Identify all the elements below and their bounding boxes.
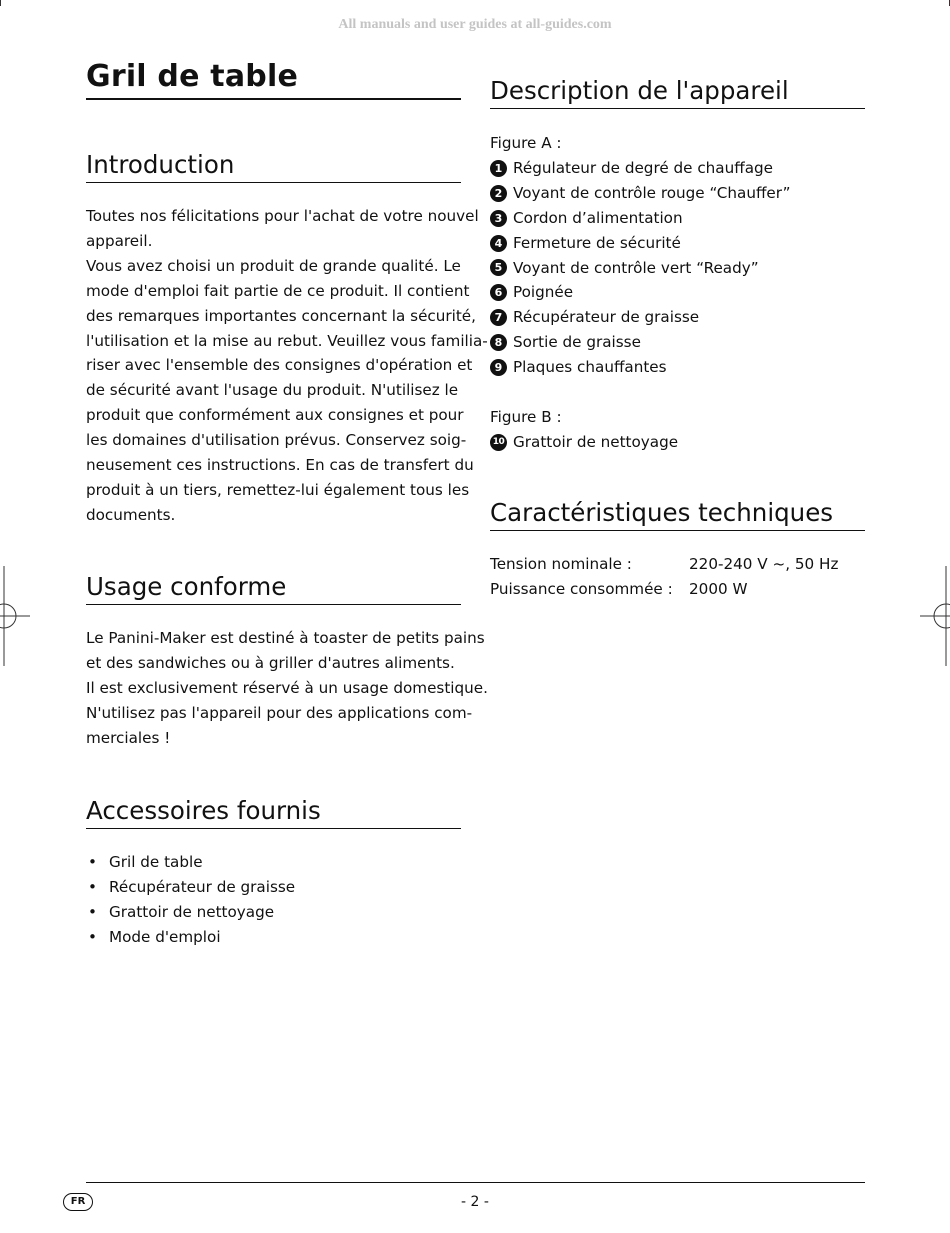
- list-item: 9 Plaques chauffantes: [490, 355, 865, 380]
- footer-divider: [86, 1182, 865, 1183]
- number-1-icon: 1: [490, 160, 507, 177]
- bullet-icon: •: [88, 877, 97, 896]
- description-heading: Description de l'appareil: [490, 74, 865, 109]
- text-line: Le Panini-Maker est destiné à toaster de petits pains: [86, 629, 485, 647]
- number-6-icon: 6: [490, 284, 507, 301]
- number-9-icon: 9: [490, 359, 507, 376]
- specs-heading: Caractéristiques techniques: [490, 496, 865, 531]
- language-badge: FR: [63, 1193, 93, 1211]
- introduction-section: [86, 148, 488, 528]
- list-item: 1 Régulateur de degré de chauffage: [490, 156, 865, 181]
- text-line: les domaines d'utilisation prévus. Conservez soig-: [86, 431, 467, 450]
- text-line: mode d'emploi fait partie de ce produit. Il contient: [86, 281, 470, 300]
- bullet-icon: •: [88, 853, 97, 871]
- list-item: 8 Sortie de graisse: [490, 330, 865, 355]
- text-line: des remarques importantes concernant la sécurité,: [86, 306, 476, 325]
- text-line: Il est exclusivement réservé à un usage domestique.: [86, 678, 488, 697]
- spec-label: Tension nominale :: [490, 555, 632, 573]
- text-line: riser avec l'ensemble des consignes d'opération et: [86, 356, 473, 375]
- number-2-icon: 2: [490, 185, 507, 202]
- accessories-section: [86, 794, 461, 950]
- spec-row: [490, 552, 865, 577]
- text-line: merciales !: [86, 728, 171, 747]
- accessories-heading: Accessoires fournis: [86, 794, 461, 829]
- list-item: • Mode d'emploi: [86, 925, 461, 950]
- text-line: produit que conformément aux consignes et pour: [86, 406, 464, 425]
- figure-a-label: Figure A :: [490, 134, 562, 152]
- accessories-list: [86, 850, 461, 950]
- list-item: 5 Voyant de contrôle vert “Ready”: [490, 256, 865, 281]
- watermark: All manuals and user guides at all-guides.com: [338, 17, 612, 32]
- list-item: 6 Poignée: [490, 280, 865, 305]
- page-number: - 2 -: [461, 1194, 489, 1210]
- usage-heading: Usage conforme: [86, 570, 461, 605]
- text-line: de sécurité avant l'usage du produit. N'utilisez le: [86, 381, 459, 400]
- text-line: appareil.: [86, 231, 153, 250]
- text-line: produit à un tiers, remettez-lui également tous les: [86, 480, 470, 499]
- page-title: Gril de table: [86, 58, 461, 100]
- list-item: • Grattoir de nettoyage: [86, 900, 461, 925]
- introduction-heading: Introduction: [86, 148, 461, 183]
- spec-row: [490, 577, 865, 602]
- introduction-text: [86, 204, 488, 528]
- list-item: 7 Récupérateur de graisse: [490, 305, 865, 330]
- spec-value: 220-240 V ~, 50 Hz: [689, 555, 839, 573]
- text-line: et des sandwiches ou à griller d'autres aliments.: [86, 653, 455, 672]
- corner-mark-top-left: [0, 0, 1, 6]
- figure-b-parts-list: [490, 430, 865, 455]
- bullet-icon: •: [88, 902, 97, 921]
- bullet-icon: •: [88, 927, 97, 946]
- figure-a-parts-list: [490, 156, 865, 380]
- number-10-icon: 10: [490, 434, 507, 451]
- text-line: Toutes nos félicitations pour l'achat de votre nouvel: [86, 207, 479, 225]
- text-line: N'utilisez pas l'appareil pour des applications com-: [86, 703, 473, 722]
- text-line: documents.: [86, 505, 176, 524]
- list-item: • Gril de table: [86, 850, 461, 875]
- usage-text: [86, 626, 488, 751]
- list-item: 4 Fermeture de sécurité: [490, 231, 865, 256]
- text-line: l'utilisation et la mise au rebut. Veuillez vous familia-: [86, 331, 488, 350]
- list-item: 10 Grattoir de nettoyage: [490, 430, 865, 455]
- figure-b-label: Figure B :: [490, 407, 562, 426]
- crop-mark-left-icon: [0, 566, 34, 666]
- text-line: Vous avez choisi un produit de grande qualité. Le: [86, 256, 461, 275]
- description-section: [490, 74, 865, 455]
- list-item: 3 Cordon d’alimentation: [490, 206, 865, 231]
- number-7-icon: 7: [490, 309, 507, 326]
- number-8-icon: 8: [490, 334, 507, 351]
- spec-label: Puissance consommée :: [490, 579, 673, 598]
- text-line: neusement ces instructions. En cas de transfert du: [86, 456, 474, 475]
- usage-section: [86, 570, 488, 751]
- list-item: 2 Voyant de contrôle rouge “Chauffer”: [490, 181, 865, 206]
- number-4-icon: 4: [490, 235, 507, 252]
- number-5-icon: 5: [490, 259, 507, 276]
- specs-section: [490, 496, 865, 602]
- list-item: • Récupérateur de graisse: [86, 875, 461, 900]
- spec-value: 2000 W: [689, 579, 748, 598]
- crop-mark-right-icon: [916, 566, 950, 666]
- number-3-icon: 3: [490, 210, 507, 227]
